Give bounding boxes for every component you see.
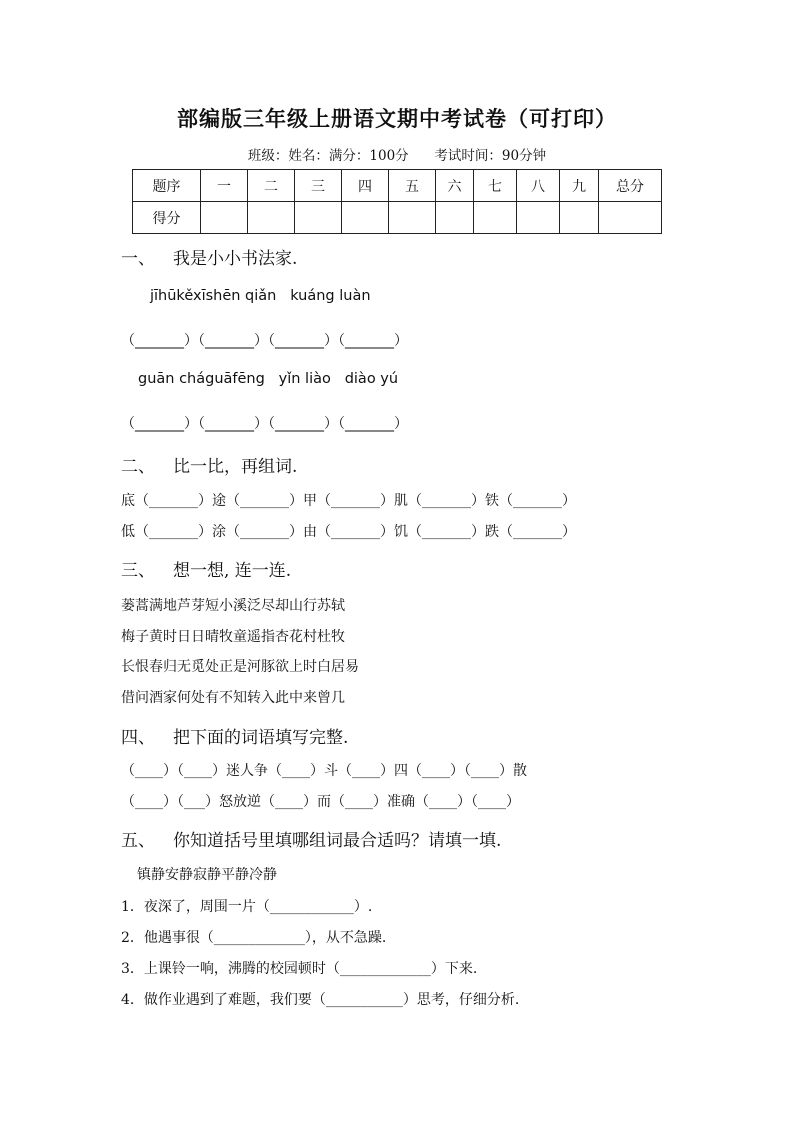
- answer-blanks[interactable]: （_______）（_______）（_______）（_______）: [121, 416, 408, 432]
- score-cell[interactable]: [201, 202, 248, 234]
- exam-time-label: 考试时间：90分钟: [434, 148, 547, 164]
- header-cell: 六: [436, 170, 474, 202]
- question-line[interactable]: 4．做作业遇到了难题，我们要（___________）思考，仔细分析.: [121, 992, 520, 1008]
- section-title: 想一想, 连一连.: [173, 561, 292, 581]
- header-cell: 九: [560, 170, 599, 202]
- header-cell: 总分: [599, 170, 662, 202]
- section-number: 二、: [121, 457, 155, 477]
- word-bank: 镇静安静寂静平静冷静: [137, 867, 277, 883]
- score-cell[interactable]: [436, 202, 474, 234]
- section-number: 一、: [121, 249, 155, 269]
- question-line[interactable]: 1．夜深了，周围一片（____________）.: [121, 899, 373, 915]
- score-cell[interactable]: [248, 202, 295, 234]
- score-table: [132, 169, 662, 234]
- poem-line: 借问酒家何处有不知转入此中来曾几: [121, 690, 345, 706]
- student-info-label: 班级：姓名：满分：100分: [247, 148, 409, 164]
- question-line[interactable]: 3．上课铃一响，沸腾的校园顿时（_____________）下来.: [121, 961, 478, 977]
- exam-info: [0, 144, 794, 164]
- section-3-heading: [121, 556, 291, 581]
- section-5-heading: [121, 826, 501, 851]
- header-cell: 二: [248, 170, 295, 202]
- score-cell[interactable]: [389, 202, 436, 234]
- pinyin-line: guān cháguāfēng yǐn liào diào yú: [138, 371, 399, 387]
- section-title: 我是小小书法家.: [173, 249, 298, 269]
- header-cell: 八: [517, 170, 560, 202]
- score-cell[interactable]: [599, 202, 662, 234]
- poem-line: 蒌蒿满地芦芽短小溪泛尽却山行苏轼: [121, 598, 345, 614]
- poem-line: 长恨春归无觅处正是河豚欲上时白居易: [121, 659, 359, 675]
- page-title: 部编版三年级上册语文期中考试卷（可打印）: [177, 106, 617, 131]
- fill-idiom-row[interactable]: （____）（____）迷人争（____）斗（____）四（____）（____）散: [121, 763, 527, 779]
- question-line[interactable]: 2．他遇事很（_____________），从不急躁.: [121, 930, 387, 946]
- poem-line: 梅子黄时日日晴牧童遥指杏花村杜牧: [121, 629, 345, 645]
- score-cell[interactable]: [517, 202, 560, 234]
- section-2-heading: [121, 452, 297, 477]
- section-number: 五、: [121, 831, 155, 851]
- row-label: 得分: [133, 202, 201, 234]
- score-cell[interactable]: [342, 202, 389, 234]
- score-table-score-row: [133, 202, 662, 234]
- section-1-heading: [121, 244, 297, 269]
- answer-blanks[interactable]: （_______）（_______）（_______）（_______）: [121, 333, 408, 349]
- section-number: 四、: [121, 728, 155, 748]
- section-title: 你知道括号里填哪组词最合适吗？请填一填.: [173, 831, 502, 851]
- score-table-header-row: [133, 170, 662, 202]
- score-cell[interactable]: [560, 202, 599, 234]
- section-4-heading: [121, 723, 348, 748]
- score-cell[interactable]: [474, 202, 517, 234]
- compare-words-row[interactable]: 底（_______）途（_______）甲（_______）肌（_______）铁（_______）: [121, 493, 576, 509]
- compare-words-row[interactable]: 低（_______）涂（_______）由（_______）饥（_______）跌（_______）: [121, 524, 576, 540]
- score-cell[interactable]: [295, 202, 342, 234]
- header-cell: 四: [342, 170, 389, 202]
- section-title: 把下面的词语填写完整.: [173, 728, 349, 748]
- fill-idiom-row[interactable]: （____）（___）怒放逆（____）而（____）准确（____）（____）: [121, 794, 520, 810]
- header-cell: 三: [295, 170, 342, 202]
- section-title: 比一比，再组词.: [173, 457, 298, 477]
- header-cell: 题序: [133, 170, 201, 202]
- header-cell: 七: [474, 170, 517, 202]
- header-cell: 一: [201, 170, 248, 202]
- header-cell: 五: [389, 170, 436, 202]
- pinyin-line: jīhūkěxīshēn qiǎn kuáng luàn: [150, 288, 371, 304]
- section-number: 三、: [121, 561, 155, 581]
